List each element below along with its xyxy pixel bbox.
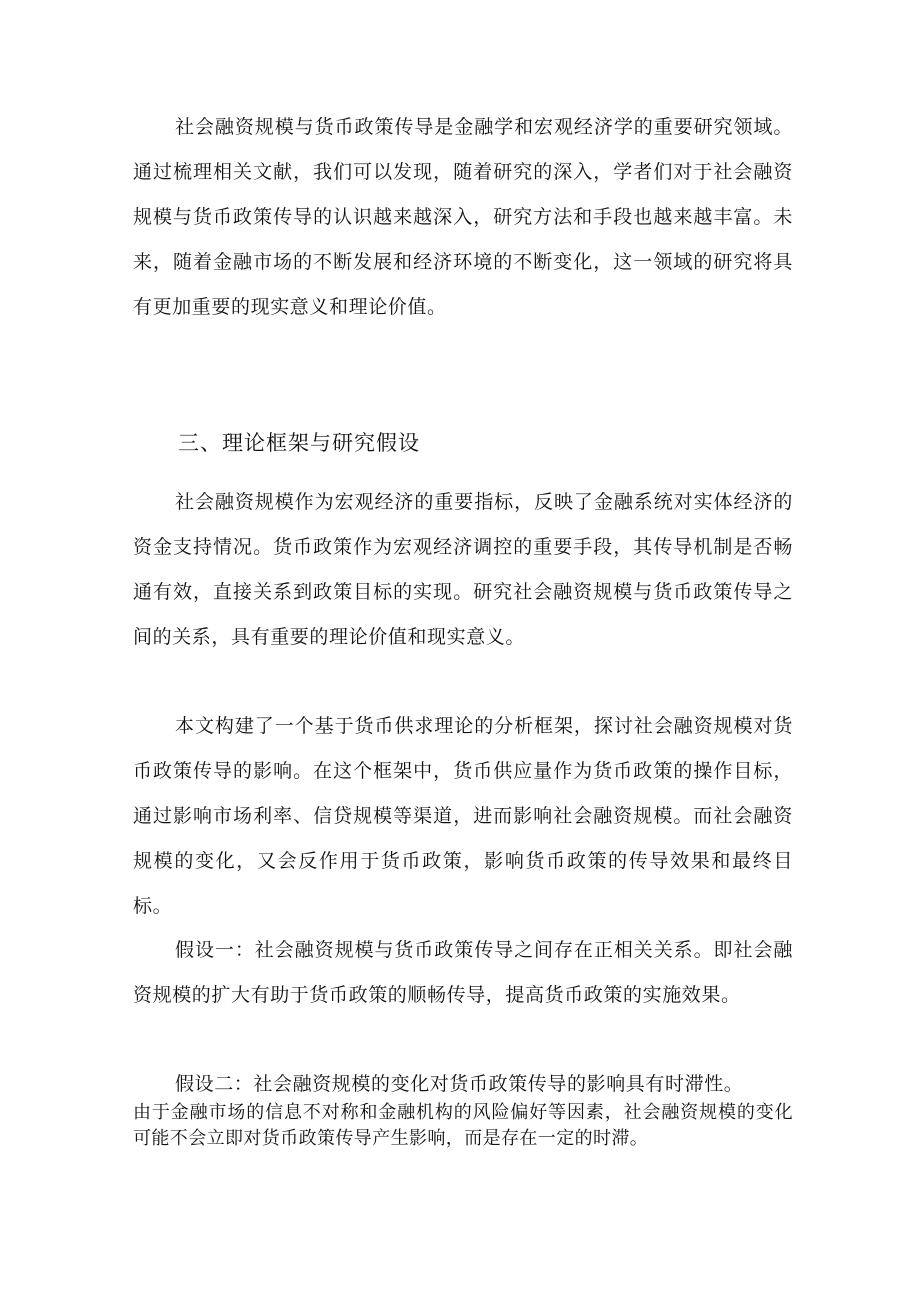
paragraph-hypothesis-one: 假设一：社会融资规模与货币政策传导之间存在正相关关系。即社会融资规模的扩大有助于货币政策的顺畅传导，提高货币政策的实施效果。 bbox=[133, 939, 793, 1006]
section-heading: 三、理论框架与研究假设 bbox=[178, 431, 420, 455]
paragraph-framework-intro: 社会融资规模作为宏观经济的重要指标，反映了金融系统对实体经济的资金支持情况。货币政策作为宏观经济调控的重要手段，其传导机制是否畅通有效，直接关系到政策目标的实现。研究社会融资规模与货币政策传导之间的关系，具有重要的理论价值和现实意义。 bbox=[133, 491, 793, 648]
paragraph-literature-summary: 社会融资规模与货币政策传导是金融学和宏观经济学的重要研究领域。通过梳理相关文献，我们可以发现，随着研究的深入，学者们对于社会融资规模与货币政策传导的认识越来越深入，研究方法和手段也越来越丰富。未来，随着金融市场的不断发展和经济环境的不断变化，这一领域的研究将具有更加重要的现实意义和理论价值。 bbox=[133, 116, 793, 318]
paragraph-hypothesis-two: 假设二：社会融资规模的变化对货币政策传导的影响具有时滞性。 bbox=[175, 1073, 744, 1095]
paragraph-hypothesis-two-explanation: 由于金融市场的信息不对称和金融机构的风险偏好等因素，社会融资规模的变化可能不会立即对货币政策传导产生影响，而是存在一定的时滞。 bbox=[133, 1102, 793, 1149]
paragraph-framework-description: 本文构建了一个基于货币供求理论的分析框架，探讨社会融资规模对货币政策传导的影响。在这个框架中，货币供应量作为货币政策的操作目标，通过影响市场利率、信贷规模等渠道，进而影响社会融资规模。而社会融资规模的变化，又会反作用于货币政策，影响货币政策的传导效果和最终目标。 bbox=[133, 715, 793, 917]
